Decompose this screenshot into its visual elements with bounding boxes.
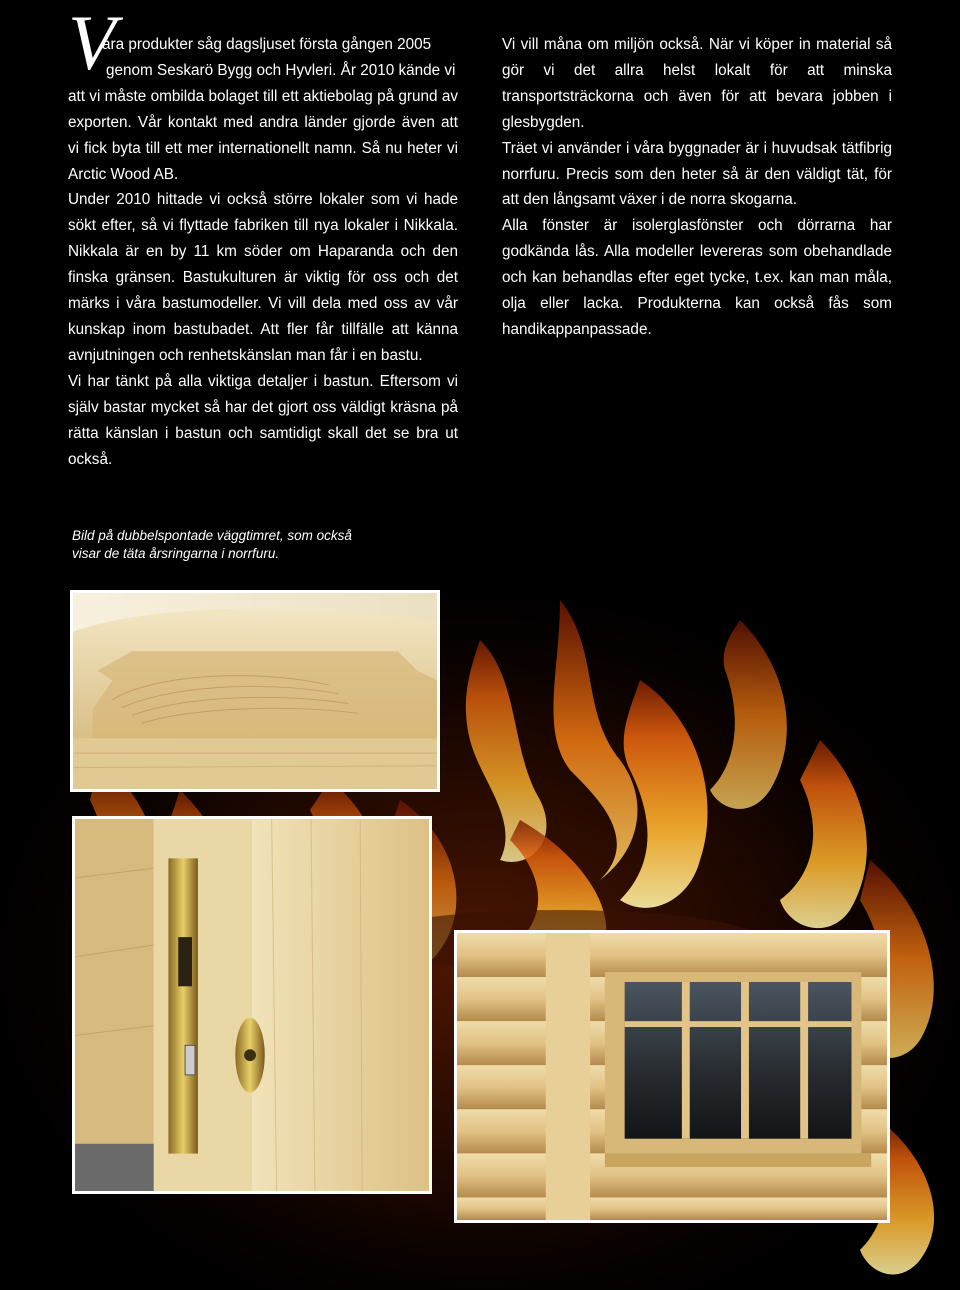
intro-paragraph bbox=[68, 32, 458, 187]
dropcap-letter: V bbox=[68, 0, 116, 86]
window-photo bbox=[454, 930, 890, 1223]
photo-caption bbox=[72, 527, 372, 563]
intro-rest: att vi måste ombilda bolaget till ett aktiebolag på grund av exporten. Vår kontakt med andra länder gjorde även att vi fick byta till ett mer internationellt namn. Så nu heter vi Arctic Wood AB. bbox=[68, 87, 458, 183]
left-text-column bbox=[68, 32, 458, 472]
wood-paragraph: Träet vi använder i våra byggnader är i huvudsak tätfibrig norrfuru. Precis som den heter så är den väldigt tät, för att den långsamt växer i de norra skogarna. bbox=[502, 139, 892, 209]
intro-line-1: åra produkter såg dagsljuset första gången 2005 bbox=[102, 36, 432, 53]
environment-paragraph: Vi vill måna om miljön också. När vi köper in material så gör vi det allra helst lokalt för att minska transportsträckorna och även för att bevara jobben i glesbygden. bbox=[502, 36, 892, 131]
caption-line-1: Bild på dubbelspontade väggtimret, som också bbox=[72, 528, 352, 543]
details-paragraph: Vi har tänkt på alla viktiga detaljer i bastun. Eftersom vi själv bastar mycket så har det gjort oss väldigt kräsna på rätta känslan i bastun och samtidigt skall det se bra ut också. bbox=[68, 372, 458, 468]
intro-line-2: genom Seskarö Bygg och Hyvleri. År 2010 kände vi bbox=[106, 61, 456, 79]
nikkala-paragraph: Under 2010 hittade vi också större lokaler som vi hade sökt efter, så vi flyttade fabriken till nya lokaler i Nikkala. Nikkala är en by 11 km söder om Haparanda och den finska gränsen. Bastukulturen är viktig för oss och det märks i våra bastumodeller. Vi vill dela med oss av vår kunskap inom bastubadet. Att fler får tillfälle att känna avnjutningen och renhetskänslan man får i en bastu. bbox=[68, 191, 458, 364]
windows-paragraph: Alla fönster är isolerglasfönster och dörrarna har godkända lås. Alla modeller levereras som obehandlade och kan behandlas efter eget tycke, t.ex. kan man måla, olja eller lacka. Produkterna kan också fås som handikappanpassade. bbox=[502, 217, 892, 338]
caption-line-2: visar de täta årsringarna i norrfuru. bbox=[72, 546, 280, 561]
door-lock-photo bbox=[72, 816, 432, 1194]
timber-photo bbox=[70, 590, 440, 792]
right-text-column bbox=[502, 32, 892, 343]
